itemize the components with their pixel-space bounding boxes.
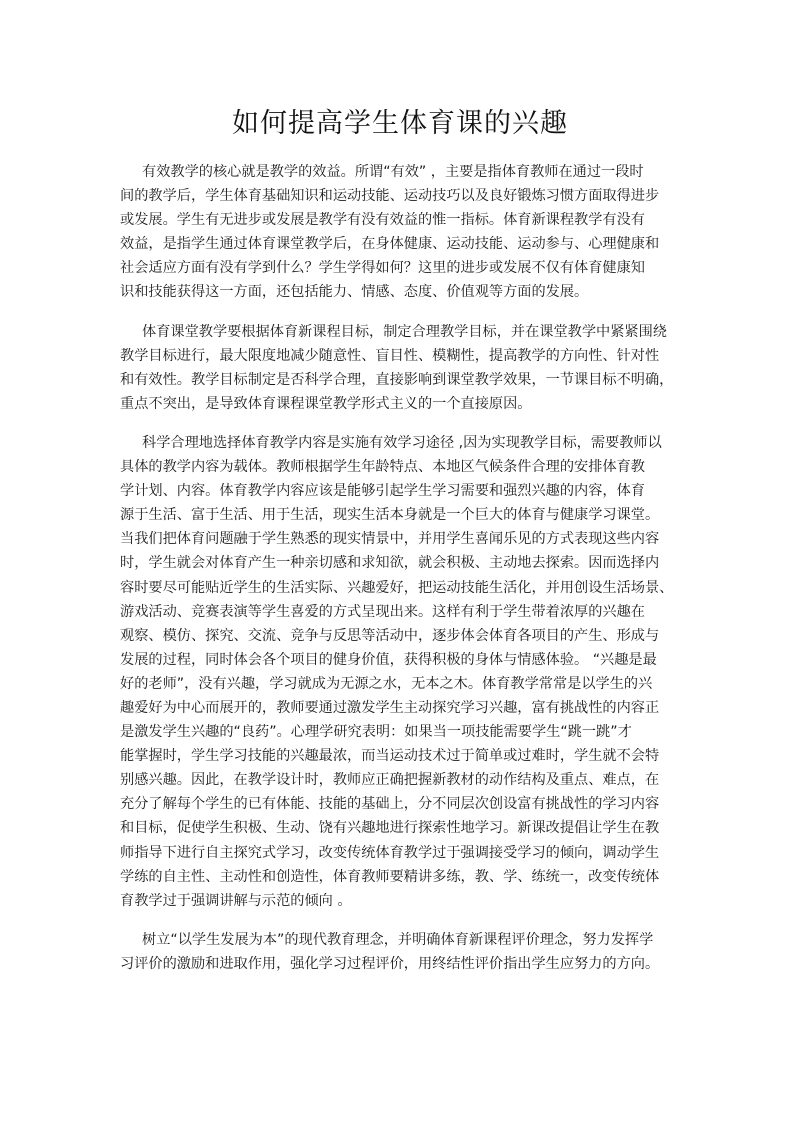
text-line: 是激发学生兴趣的“良药”。心理学研究表明：如果当一项技能需要学生“跳一跳”才 xyxy=(120,724,632,741)
text-line: 间的教学后，学生体育基础知识和运动技能、运动技巧以及良好锻炼习惯方面取得进步 xyxy=(120,188,660,205)
text-line: 当我们把体育问题融于学生熟悉的现实情景中，并用学生喜闻乐见的方式表现这些内容 xyxy=(120,531,660,548)
text-line: 育教学过于强调讲解与示范的倾向 。 xyxy=(120,892,352,909)
text-line: 好的老师”，没有兴趣，学习就成为无源之水，无本之木。体育教学常常是以学生的兴 xyxy=(120,675,653,692)
text-line: 学练的自主性、主动性和创造性，体育教师要精讲多练，教、学、练统一，改变传统体 xyxy=(120,868,660,885)
text-line: 和目标，促使学生积极、生动、饶有兴趣地进行探索性地学习。新课改提倡让学生在教 xyxy=(120,820,660,837)
paragraph-3 xyxy=(120,431,680,913)
document-body xyxy=(120,160,680,991)
text-line: 重点不突出，是导致体育课程课堂教学形式主义的一个直接原因。 xyxy=(120,395,532,412)
text-line: 教学目标进行，最大限度地减少随意性、盲目性、模糊性，提高教学的方向性、针对性 xyxy=(120,347,660,364)
text-line: 社会适应方面有没有学到什么？学生学得如何？这里的进步或发展不仅有体育健康知 xyxy=(120,260,645,277)
text-line: 有效教学的核心就是教学的效益。所谓“有效” ，主要是指体育教师在通过一段时 xyxy=(142,164,644,180)
text-line: 时，学生就会对体育产生一种亲切感和求知欲，就会积极、主动地去探索。因而选择内 xyxy=(120,555,660,572)
text-line: 游戏活动、竞赛表演等学生喜爱的方式呈现出来。这样有利于学生带着浓厚的兴趣在 xyxy=(120,603,645,620)
text-line: 容时要尽可能贴近学生的生活实际、兴趣爱好，把运动技能生活化，并用创设生活场景、 xyxy=(120,579,674,596)
text-line: 习评价的激励和进取作用，强化学习过程评价，用终结性评价指出学生应努力的方向。 xyxy=(120,955,660,972)
paragraph-1 xyxy=(120,160,680,305)
text-line: 趣爱好为中心而展开的，教师要通过激发学生主动探究学习兴趣，富有挑战性的内容正 xyxy=(120,699,660,716)
text-line: 树立“以学生发展为本”的现代教育理念，并明确体育新课程评价理念，努力发挥学 xyxy=(142,931,654,948)
text-line: 别感兴趣。因此，在教学设计时，教师应正确把握新教材的动作结构及重点、难点，在 xyxy=(120,772,660,789)
document-title: 如何提高学生体育课的兴趣 xyxy=(232,108,568,139)
text-line: 识和技能获得这一方面，还包括能力、情感、态度、价值观等方面的发展。 xyxy=(120,284,589,301)
text-line: 能掌握时，学生学习技能的兴趣最浓，而当运动技术过于简单或过难时，学生就不会特 xyxy=(120,748,660,765)
text-line: 体育课堂教学要根据体育新课程目标，制定合理教学目标，并在课堂教学中紧紧围绕 xyxy=(142,323,667,340)
text-line: 充分了解每个学生的已有体能、技能的基础上，分不同层次创设富有挑战性的学习内容 xyxy=(120,796,660,813)
text-line: 学计划、内容。体育教学内容应该是能够引起学生学习需要和强烈兴趣的内容，体育 xyxy=(120,483,645,500)
text-line: 师指导下进行自主探究式学习，改变传统体育教学过于强调接受学习的倾向，调动学生 xyxy=(120,844,660,861)
text-line: 科学合理地选择体育教学内容是实施有效学习途径 ,因为实现教学目标，需要教师以 xyxy=(142,434,662,451)
text-line: 或发展。学生有无进步或发展是教学有没有效益的惟一指标。体育新课程教学有没有 xyxy=(120,212,645,229)
text-line: 效益，是指学生通过体育课堂教学后，在身体健康、运动技能、运动参与、心理健康和 xyxy=(120,236,660,253)
text-line: 观察、模仿、探究、交流、竞争与反思等活动中，逐步体会体育各项目的产生、形成与 xyxy=(120,627,660,644)
text-line: 具体的教学内容为载体。教师根据学生年龄特点、本地区气候条件合理的安排体育教 xyxy=(120,459,645,476)
paragraph-4 xyxy=(120,928,680,976)
paragraph-2 xyxy=(120,320,680,416)
text-line: 和有效性。教学目标制定是否科学合理，直接影响到课堂教学效果，一节课目标不明确， xyxy=(120,371,674,388)
text-line: 发展的过程，同时体会各个项目的健身价值，获得积极的身体与情感体验。 “兴趣是最 xyxy=(120,651,657,668)
text-line: 源于生活、富于生活、用于生活，现实生活本身就是一个巨大的体育与健康学习课堂。 xyxy=(120,507,660,524)
